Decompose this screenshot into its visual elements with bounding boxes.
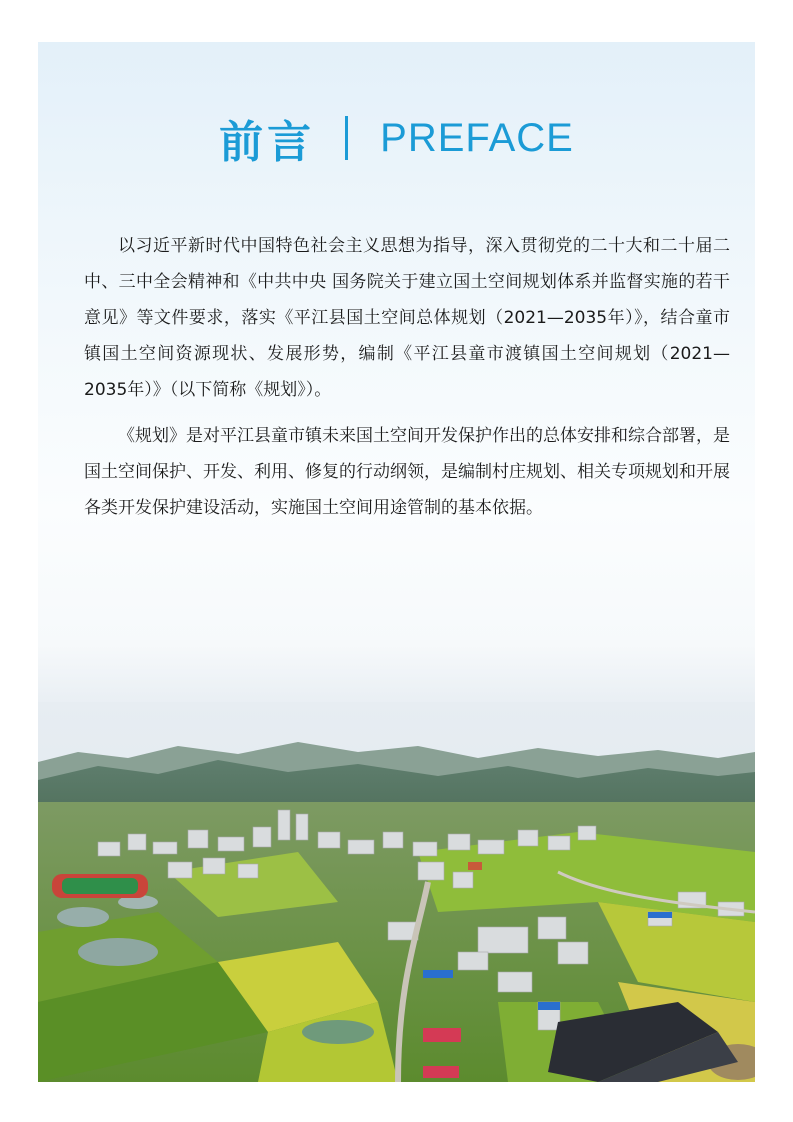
page-title: [0, 108, 793, 168]
title-divider: [345, 116, 348, 160]
title-english: PREFACE: [380, 115, 574, 160]
title-chinese: 前言: [219, 117, 316, 168]
paragraph-2: 《规划》是对平江县童市镇未来国土空间开发保护作出的总体安排和综合部署，是国土空间保护、开发、利用、修复的行动纲领，是编制村庄规划、相关专项规划和开展各类开发保护建设活动，实施国土空间用途管制的基本依据。: [84, 426, 730, 518]
aerial-town-photo: [38, 702, 755, 1082]
page-background: [38, 42, 755, 1082]
paragraph-1: 以习近平新时代中国特色社会主义思想为指导，深入贯彻党的二十大和二十届二中、三中全会精神和《中共中央 国务院关于建立国土空间规划体系并监督实施的若干意见》等文件要求，落实《平江县国土空间总体规划（2021—2035年）》，结合童市镇国土空间资源现状、发展形势，编制《平江县童市渡镇国土空间规划（2021—2035年）》（以下简称《规划》）。: [84, 236, 730, 400]
preface-body: [84, 228, 730, 536]
